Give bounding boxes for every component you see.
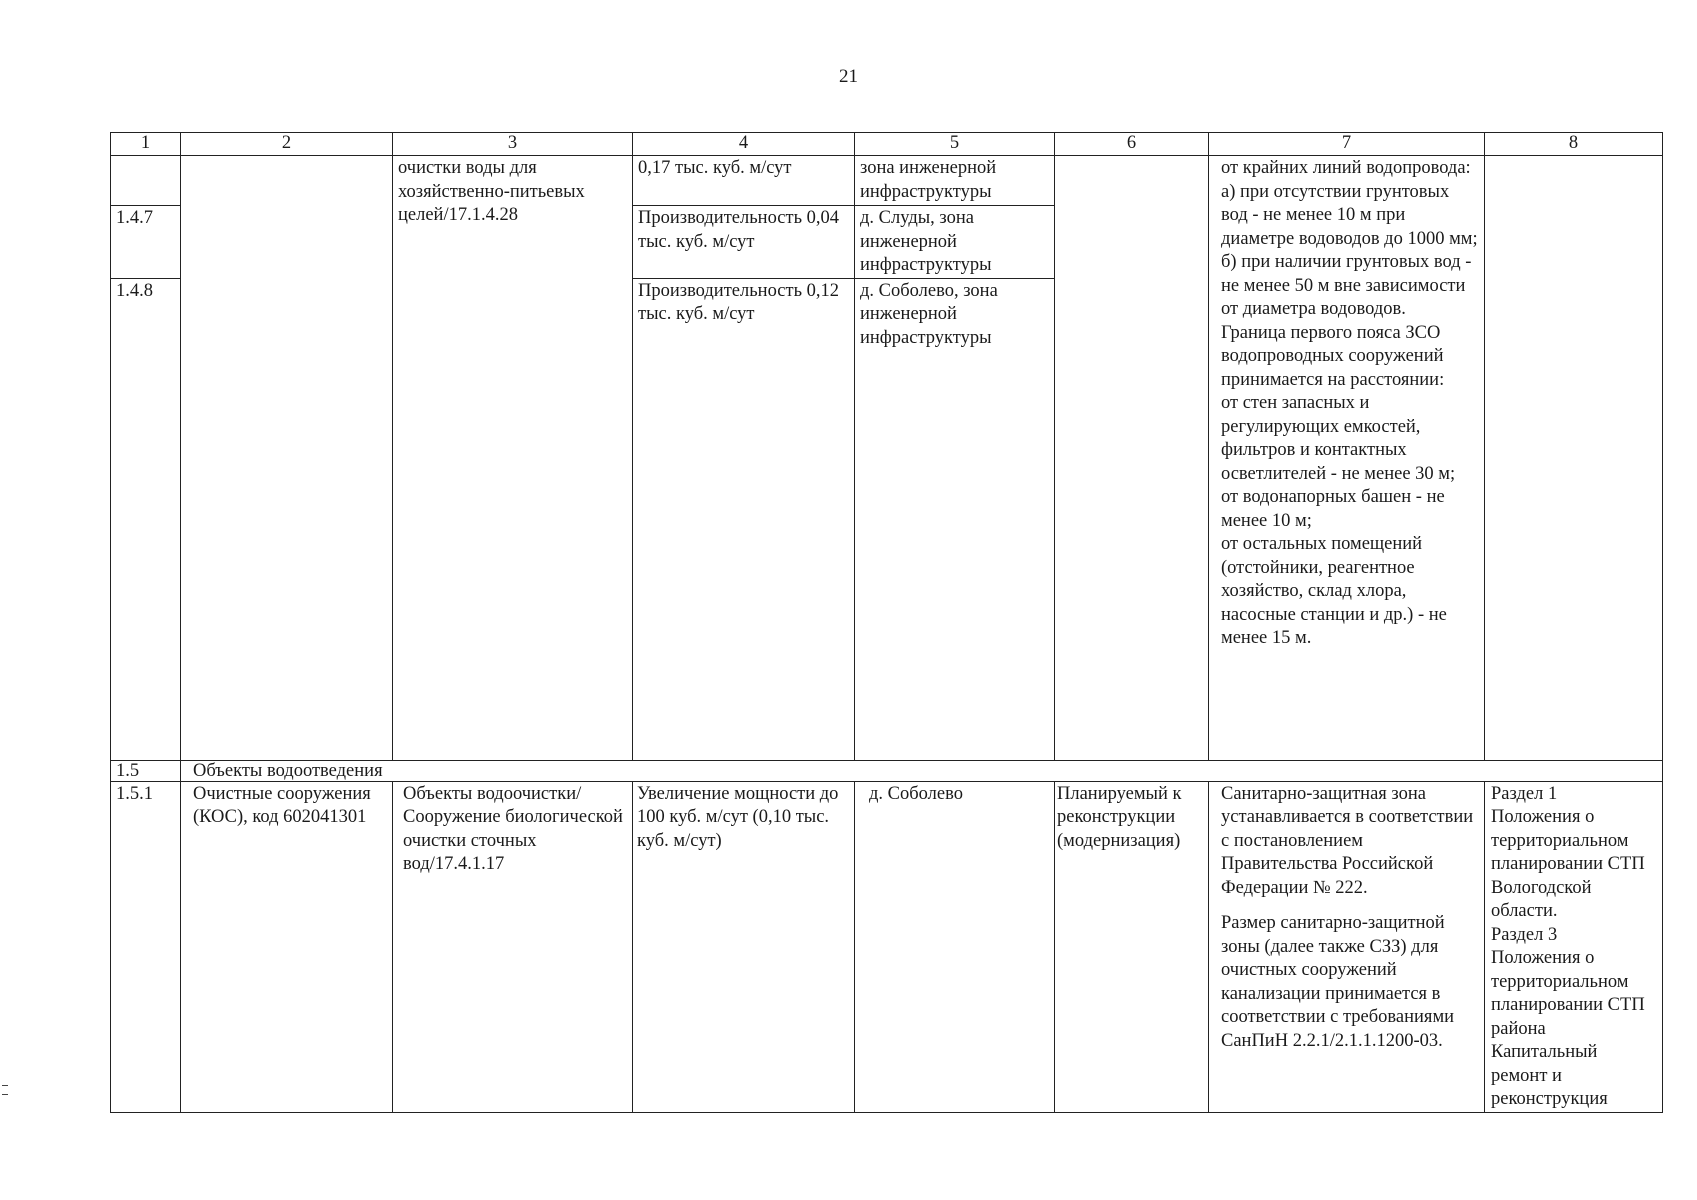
col8-text-line: Раздел 1: [1491, 783, 1558, 804]
table-row: [111, 781, 1663, 1112]
col7-text-line: от крайних линий водопровода:: [1221, 158, 1471, 178]
section-row: [111, 760, 1663, 781]
col8-cell: [1485, 156, 1663, 761]
col8-text-line: Положения о территориальном планировании СТП района: [1491, 948, 1645, 1039]
header-cell-1: 1: [111, 133, 181, 156]
scan-margin-mark: [2, 1085, 8, 1095]
row-number-cell: 1.4.7: [111, 206, 181, 279]
col4-cell: Производительность 0,12 тыс. куб. м/сут: [633, 278, 855, 760]
col8-text-line: Положения о территориальном планировании СТП Вологодской области.: [1491, 807, 1645, 921]
col7-cell: [1209, 156, 1485, 761]
header-cell-5: 5: [855, 133, 1055, 156]
col5-cell: зона инженерной инфраструктуры: [855, 156, 1055, 206]
col4-cell: Производительность 0,04 тыс. куб. м/сут: [633, 206, 855, 279]
paragraph-gap: [1221, 900, 1479, 912]
page-number: 21: [839, 66, 858, 87]
col3-cell: очистки воды для хозяйственно-питьевых целей/17.1.4.28: [393, 156, 633, 761]
col5-cell: д. Слуды, зона инженерной инфраструктуры: [855, 206, 1055, 279]
header-cell-8: 8: [1485, 133, 1663, 156]
col8-cell: [1485, 781, 1663, 1112]
col2-cell: [181, 156, 393, 761]
row-number-cell: [111, 156, 181, 206]
section-title: Объекты водоотведения: [181, 760, 1663, 781]
row-number-cell: 1.4.8: [111, 278, 181, 760]
col6-cell: [1055, 156, 1209, 761]
col7-text-line: от стен запасных и регулирующих емкостей, фильтров и контактных осветлителей - не менее 30 м;: [1221, 393, 1456, 484]
col7-cell: [1209, 781, 1485, 1112]
header-cell-2: 2: [181, 133, 393, 156]
col7-text-line: Граница первого пояса ЗСО водопроводных сооружений принимается на расстоянии:: [1221, 322, 1445, 390]
col2-cell: Очистные сооружения (КОС), код 602041301: [181, 781, 393, 1112]
header-cell-7: 7: [1209, 133, 1485, 156]
col8-text-line: Раздел 3: [1491, 924, 1558, 945]
header-cell-6: 6: [1055, 133, 1209, 156]
col7-paragraph: Размер санитарно-защитной зоны (далее также СЗЗ) для очистных сооружений канализации принимается в соответствии с требованиями СанПиН 2.2.1/2.1.1.1200-03.: [1221, 913, 1455, 1051]
row-number-cell: 1.5.1: [111, 781, 181, 1112]
planning-table: [110, 132, 1663, 1113]
col8-text-line: Капитальный ремонт и реконструкция: [1491, 1042, 1608, 1109]
col7-text-line: б) при наличии грунтовых вод - не менее 50 м вне зависимости от диаметра водоводов.: [1221, 252, 1472, 319]
col5-cell: д. Соболево: [855, 781, 1055, 1112]
col5-cell: д. Соболево, зона инженерной инфраструктуры: [855, 278, 1055, 760]
col7-text-line: от остальных помещений (отстойники, реагентное хозяйство, склад хлора, насосные станции и др.) - не менее 15 м.: [1221, 534, 1447, 648]
col7-text-line: а) при отсутствии грунтовых вод - не менее 10 м при диаметре водоводов до 1000 мм;: [1221, 181, 1478, 249]
header-cell-4: 4: [633, 133, 855, 156]
table-row: [111, 156, 1663, 206]
col7-text-line: от водонапорных башен - не менее 10 м;: [1221, 487, 1445, 531]
col6-cell: Планируемый к реконструкции (модернизация): [1055, 781, 1209, 1112]
col7-paragraph: Санитарно-защитная зона устанавливается в соответствии с постановлением Правительства Российской Федерации № 222.: [1221, 783, 1474, 898]
section-number: 1.5: [111, 760, 181, 781]
col3-cell: Объекты водоочистки/ Сооружение биологической очистки сточных вод/17.4.1.17: [393, 781, 633, 1112]
col4-cell: 0,17 тыс. куб. м/сут: [633, 156, 855, 206]
header-cell-3: 3: [393, 133, 633, 156]
header-row: [111, 133, 1663, 156]
col4-cell: Увеличение мощности до 100 куб. м/сут (0,10 тыс. куб. м/сут): [633, 781, 855, 1112]
